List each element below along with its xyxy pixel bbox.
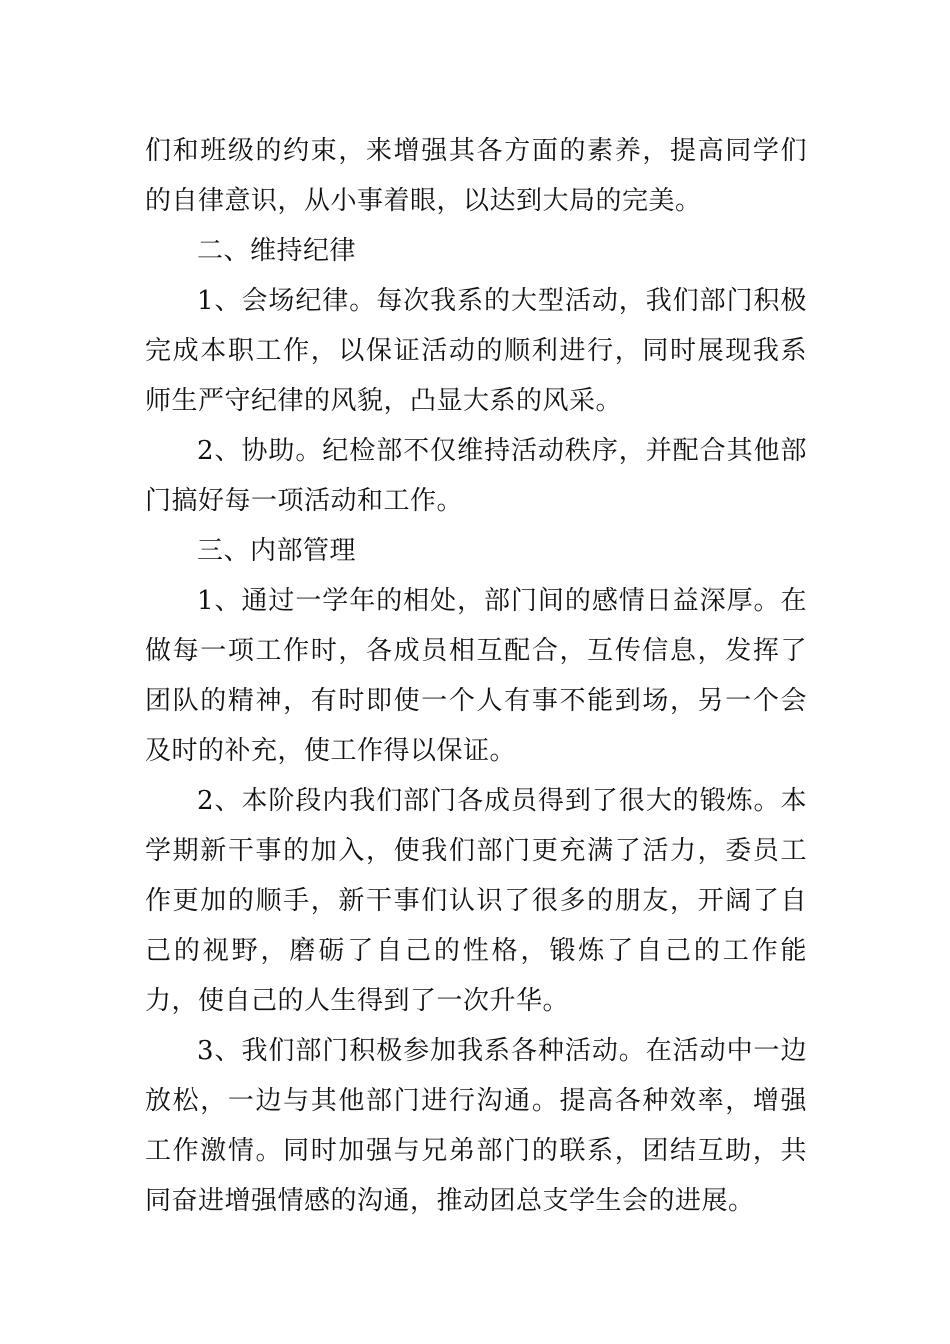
paragraph-member-growth: 2、本阶段内我们部门各成员得到了很大的锻炼。本学期新干事的加入，使我们部门更充满了活力，委员工作更加的顺手，新干事们认识了很多的朋友，开阔了自己的视野，磨砺了自己的性格，锻炼了自己的工作能力，使自己的人生得到了一次升华。 [145,786,807,1016]
paragraph-continuation: 们和班级的约束，来增强其各方面的素养，提高同学们的自律意识，从小事着眼，以达到大局的完美。 [145,136,807,216]
section-heading-internal-management: 三、内部管理 [197,536,357,566]
paragraph-venue-discipline: 1、会场纪律。每次我系的大型活动，我们部门积极完成本职工作，以保证活动的顺利进行，同时展现我系师生严守纪律的风貌，凸显大系的风采。 [145,286,807,416]
paragraph-assistance: 2、协助。纪检部不仅维持活动秩序，并配合其他部门搞好每一项活动和工作。 [145,436,807,516]
document-body [145,126,807,1226]
paragraph-teamwork: 1、通过一学年的相处，部门间的感情日益深厚。在做每一项工作时，各成员相互配合，互传信息，发挥了团队的精神，有时即使一个人有事不能到场，另一个会及时的补充，使工作得以保证。 [145,586,807,766]
section-heading-maintain-discipline: 二、维持纪律 [197,236,357,266]
paragraph-activities: 3、我们部门积极参加我系各种活动。在活动中一边放松，一边与其他部门进行沟通。提高各种效率，增强工作激情。同时加强与兄弟部门的联系，团结互助，共同奋进增强情感的沟通，推动团总支学生会的进展。 [145,1036,807,1216]
